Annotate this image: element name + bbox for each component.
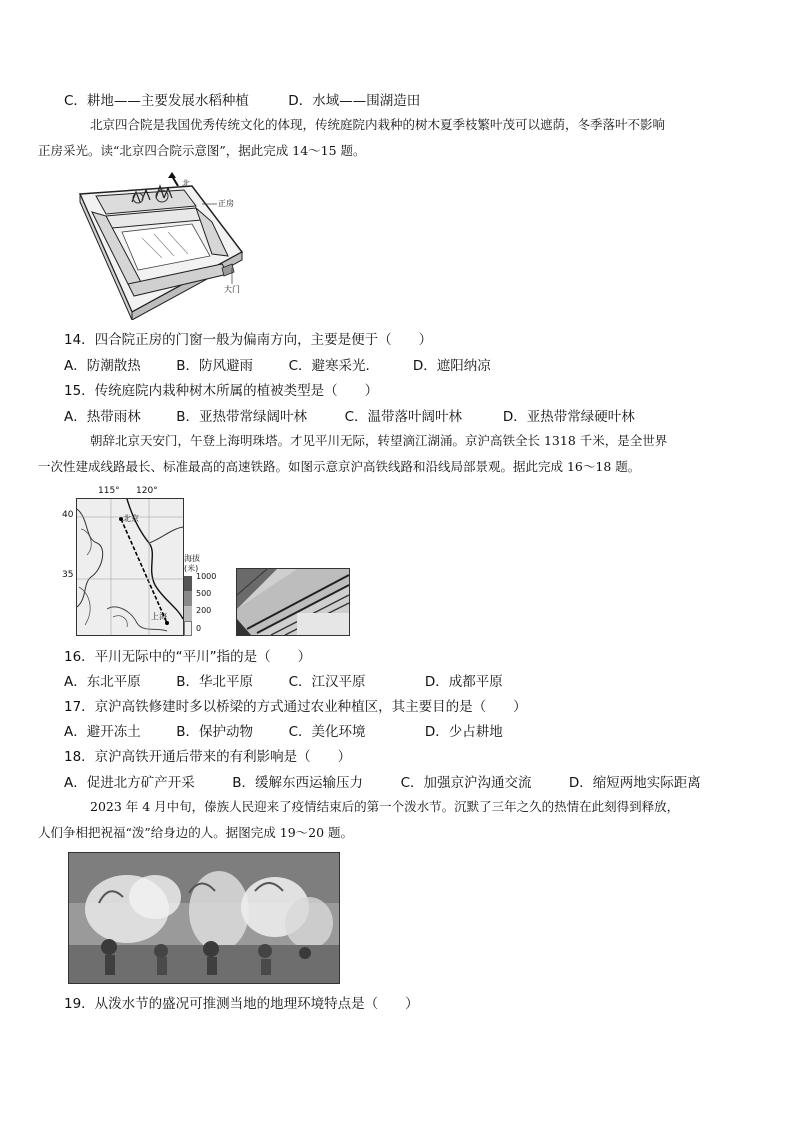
railway-photo [236, 568, 350, 636]
legend-value-1000: 1000 [196, 572, 217, 581]
q13-option-c: C．耕地——主要发展水稻种植 [64, 93, 249, 109]
jinghu-map-figure [62, 486, 222, 638]
main-room-label: 正房 [218, 199, 234, 208]
q14-options [64, 357, 491, 375]
legend-title: 海拔 [184, 554, 200, 563]
q18-option-a: A．促进北方矿产开采 [64, 775, 195, 791]
q15-option-c: C．温带落叶阔叶林 [344, 409, 463, 425]
legend-unit: (米) [184, 564, 199, 573]
water-festival-sketch [69, 853, 339, 983]
lat-40-label: 40 [62, 510, 74, 520]
legend-value-0: 0 [196, 624, 202, 633]
q17-option-b: B．保护动物 [176, 724, 254, 740]
q13-option-d: D．水域——围湖造田 [288, 93, 421, 109]
q17-stem: 17．京沪高铁修建时多以桥梁的方式通过农业种植区，其主要目的是（ ） [64, 699, 527, 715]
q15-option-d: D．亚热带常绿硬叶林 [502, 409, 635, 425]
q15-option-b: B．亚热带常绿阔叶林 [176, 409, 308, 425]
intro-16-18 [38, 428, 744, 480]
railway-photo-sketch [237, 569, 349, 635]
q15-options [64, 408, 635, 426]
q18-option-c: C．加强京沪沟通交流 [400, 775, 532, 791]
q18-options [64, 774, 701, 792]
north-label: 北 [182, 179, 190, 188]
q16-option-b: B．华北平原 [176, 674, 254, 690]
intro-16-18-line1: 朝辞北京天安门，午登上海明珠塔。才见平川无际，转望滴江湖涌。京沪高铁全长 1318 千米，是全世界 [90, 433, 668, 448]
legend-value-500: 500 [196, 589, 212, 598]
lon-115-label: 115° [98, 486, 120, 496]
intro-19-20-line2: 人们争相把祝福“泼”给身边的人。据图完成 19～20 题。 [38, 825, 354, 840]
q14-option-a: A．防潮散热 [64, 358, 141, 374]
lat-35-label: 35 [62, 570, 74, 580]
intro-19-20-line1: 2023 年 4 月中旬，傣族人民迎来了疫情结束后的第一个泼水节。沉默了三年之久的热情在此刻得到释放， [90, 799, 680, 814]
elevation-legend [184, 554, 222, 636]
q17-options [64, 723, 503, 741]
q14-option-c: C．避寒采光. [288, 358, 370, 374]
intro-16-18-line2: 一次性建成线路最长、标准最高的高速铁路。如图示意京沪高铁线路和沿线局部景观。据此完成 16～18 题。 [38, 459, 641, 474]
lon-120-label: 120° [136, 486, 158, 496]
q14-stem: 14．四合院正房的门窗一般为偏南方向，主要是便于（ ） [64, 332, 433, 348]
legend-swatch-3 [184, 606, 192, 621]
water-festival-photo [68, 852, 340, 984]
q16-option-a: A．东北平原 [64, 674, 141, 690]
shanghai-label: 上海 [151, 612, 167, 621]
q15-option-a: A．热带雨林 [64, 409, 141, 425]
q18-stem: 18．京沪高铁开通后带来的有利影响是（ ） [64, 749, 352, 765]
q15-stem: 15．传统庭院内栽种树木所属的植被类型是（ ） [64, 383, 379, 399]
q16-option-c: C．江汉平原 [288, 674, 366, 690]
legend-scale [184, 572, 222, 636]
q16-options [64, 673, 503, 691]
q13-options [64, 92, 420, 110]
legend-value-200: 200 [196, 606, 212, 615]
siheyuan-figure [72, 172, 262, 320]
q17-option-a: A．避开冻土 [64, 724, 141, 740]
beijing-label: 北京 [123, 514, 139, 523]
q17-option-c: C．美化环境 [288, 724, 366, 740]
q18-option-b: B．缓解东西运输压力 [232, 775, 364, 791]
intro-14-15-line1: 北京四合院是我国优秀传统文化的体现，传统庭院内栽种的树木夏季枝繁叶茂可以遮荫，冬季落叶不影响 [90, 117, 666, 132]
q17-option-d: D．少占耕地 [424, 724, 503, 740]
legend-swatch-1 [184, 576, 192, 591]
siheyuan-sketch [72, 172, 262, 320]
q14-option-d: D．遮阳纳凉 [412, 358, 491, 374]
q16-stem: 16．平川无际中的“平川”指的是（ ） [64, 649, 312, 665]
intro-19-20 [38, 794, 744, 846]
legend-swatch-4 [184, 621, 192, 636]
intro-14-15-line2: 正房采光。读“北京四合院示意图”，据此完成 14～15 题。 [38, 143, 366, 158]
q18-option-d: D．缩短两地实际距离 [568, 775, 701, 791]
legend-swatch-2 [184, 591, 192, 606]
topographic-map [76, 498, 184, 636]
q19-stem: 19．从泼水节的盛况可推测当地的地理环境特点是（ ） [64, 996, 419, 1012]
q16-option-d: D．成都平原 [424, 674, 503, 690]
intro-14-15 [38, 112, 744, 164]
q14-option-b: B．防风避雨 [176, 358, 254, 374]
gate-label: 大门 [224, 285, 240, 294]
